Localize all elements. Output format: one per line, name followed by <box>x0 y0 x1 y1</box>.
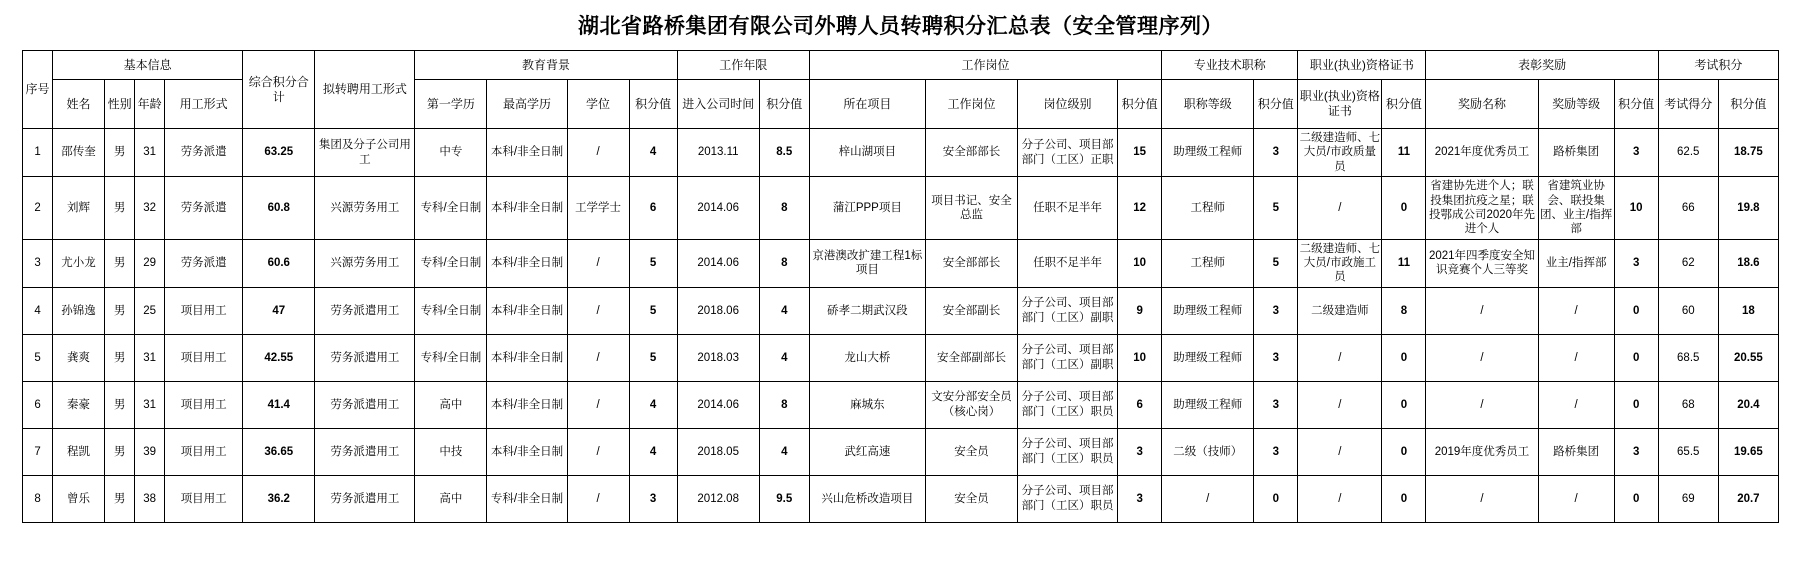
cell-join-date: 2012.08 <box>677 475 759 522</box>
cell-cert-points: 0 <box>1382 177 1426 240</box>
cell-award-points: 0 <box>1614 287 1658 334</box>
cell-award-points: 3 <box>1614 239 1658 287</box>
cell-post: 安全部部长 <box>925 129 1017 177</box>
cell-award-level: 业主/指挥部 <box>1538 239 1614 287</box>
cell-award-name: 省建协先进个人；联投集团抗疫之星；联投鄂成公司2020年先进个人 <box>1426 177 1538 240</box>
cell-post: 安全部副部长 <box>925 334 1017 381</box>
cell-title-level: 助理级工程师 <box>1162 381 1254 428</box>
cell-total-score: 36.65 <box>243 428 315 475</box>
header-group-education: 教育背景 <box>415 51 677 80</box>
header-group-work-post: 工作岗位 <box>809 51 1161 80</box>
cell-award-level: / <box>1538 287 1614 334</box>
cell-post: 安全员 <box>925 475 1017 522</box>
cell-seq: 2 <box>23 177 53 240</box>
cell-award-level: 路桥集团 <box>1538 129 1614 177</box>
header-total-score: 综合积分合计 <box>243 51 315 129</box>
cell-exam-points: 18 <box>1718 287 1778 334</box>
cell-cert-name: / <box>1298 475 1382 522</box>
table-container <box>0 50 1801 523</box>
cell-name: 邵传奎 <box>53 129 105 177</box>
cell-post-points: 9 <box>1118 287 1162 334</box>
header-post: 工作岗位 <box>925 80 1017 129</box>
cell-join-date: 2014.06 <box>677 239 759 287</box>
cell-degree: / <box>567 287 629 334</box>
cell-name: 秦豪 <box>53 381 105 428</box>
table-row <box>23 129 1779 177</box>
cell-exam-points: 19.65 <box>1718 428 1778 475</box>
cell-edu-first: 专科/全日制 <box>415 334 487 381</box>
cell-cert-name: 二级建造师、七大员/市政施工员 <box>1298 239 1382 287</box>
table-row <box>23 381 1779 428</box>
cell-award-level: / <box>1538 475 1614 522</box>
cell-emp-form: 项目用工 <box>165 334 243 381</box>
cell-cert-points: 0 <box>1382 334 1426 381</box>
cell-cert-name: / <box>1298 381 1382 428</box>
header-seq: 序号 <box>23 51 53 129</box>
cell-post: 安全员 <box>925 428 1017 475</box>
header-join-points: 积分值 <box>759 80 809 129</box>
header-edu-points: 积分值 <box>629 80 677 129</box>
cell-project: 武红高速 <box>809 428 925 475</box>
cell-title-points: 5 <box>1254 239 1298 287</box>
cell-award-level: / <box>1538 381 1614 428</box>
cell-post-points: 6 <box>1118 381 1162 428</box>
header-group-professional-title: 专业技术职称 <box>1162 51 1298 80</box>
cell-emp-form: 劳务派遣 <box>165 177 243 240</box>
cell-edu-points: 5 <box>629 287 677 334</box>
cell-name: 尤小龙 <box>53 239 105 287</box>
header-hire-form: 拟转聘用工形式 <box>315 51 415 129</box>
cell-cert-points: 11 <box>1382 129 1426 177</box>
header-exam-result: 考试得分 <box>1658 80 1718 129</box>
cell-join-points: 4 <box>759 334 809 381</box>
cell-award-name: / <box>1426 334 1538 381</box>
header-project: 所在项目 <box>809 80 925 129</box>
cell-sex: 男 <box>105 475 135 522</box>
cell-award-points: 3 <box>1614 428 1658 475</box>
cell-title-points: 0 <box>1254 475 1298 522</box>
header-name: 姓名 <box>53 80 105 129</box>
cell-sex: 男 <box>105 177 135 240</box>
cell-total-score: 63.25 <box>243 129 315 177</box>
cell-join-points: 8 <box>759 239 809 287</box>
header-award-points: 积分值 <box>1614 80 1658 129</box>
header-emp-form: 用工形式 <box>165 80 243 129</box>
cell-age: 32 <box>135 177 165 240</box>
cell-total-score: 60.8 <box>243 177 315 240</box>
cell-title-level: 工程师 <box>1162 177 1254 240</box>
cell-emp-form: 项目用工 <box>165 428 243 475</box>
cell-edu-first: 专科/全日制 <box>415 177 487 240</box>
cell-cert-name: 二级建造师、七大员/市政质量员 <box>1298 129 1382 177</box>
cell-cert-name: 二级建造师 <box>1298 287 1382 334</box>
cell-award-level: 路桥集团 <box>1538 428 1614 475</box>
cell-post-level: 分子公司、项目部部门（工区）正职 <box>1018 129 1118 177</box>
cell-exam-result: 62.5 <box>1658 129 1718 177</box>
cell-cert-name: / <box>1298 428 1382 475</box>
table-head <box>23 51 1779 129</box>
cell-title-points: 3 <box>1254 334 1298 381</box>
cell-sex: 男 <box>105 239 135 287</box>
cell-title-points: 3 <box>1254 381 1298 428</box>
cell-edu-highest: 本科/非全日制 <box>487 428 567 475</box>
cell-sex: 男 <box>105 334 135 381</box>
cell-join-points: 8 <box>759 381 809 428</box>
cell-degree: 工学学士 <box>567 177 629 240</box>
cell-emp-form: 劳务派遣 <box>165 239 243 287</box>
cell-edu-highest: 本科/非全日制 <box>487 381 567 428</box>
table-row <box>23 475 1779 522</box>
cell-age: 25 <box>135 287 165 334</box>
cell-post: 文安分部安全员（核心岗） <box>925 381 1017 428</box>
cell-seq: 7 <box>23 428 53 475</box>
cell-project: 麻城东 <box>809 381 925 428</box>
cell-edu-first: 中专 <box>415 129 487 177</box>
cell-exam-points: 20.7 <box>1718 475 1778 522</box>
cell-exam-points: 19.8 <box>1718 177 1778 240</box>
cell-join-points: 4 <box>759 287 809 334</box>
cell-degree: / <box>567 475 629 522</box>
header-cert-name: 职业(执业)资格证书 <box>1298 80 1382 129</box>
cell-cert-name: / <box>1298 177 1382 240</box>
header-award-name: 奖励名称 <box>1426 80 1538 129</box>
cell-edu-highest: 专科/非全日制 <box>487 475 567 522</box>
cell-edu-highest: 本科/非全日制 <box>487 129 567 177</box>
cell-edu-first: 高中 <box>415 475 487 522</box>
cell-join-points: 8.5 <box>759 129 809 177</box>
cell-post-points: 10 <box>1118 239 1162 287</box>
cell-edu-points: 5 <box>629 334 677 381</box>
cell-seq: 6 <box>23 381 53 428</box>
score-summary-table <box>22 50 1779 523</box>
cell-edu-points: 5 <box>629 239 677 287</box>
cell-name: 龚爽 <box>53 334 105 381</box>
cell-exam-result: 68 <box>1658 381 1718 428</box>
cell-edu-points: 4 <box>629 129 677 177</box>
cell-project: 京港澳改扩建工程1标项目 <box>809 239 925 287</box>
cell-post-level: 分子公司、项目部部门（工区）职员 <box>1018 381 1118 428</box>
cell-title-level: 助理级工程师 <box>1162 334 1254 381</box>
header-age: 年龄 <box>135 80 165 129</box>
header-join-date: 进入公司时间 <box>677 80 759 129</box>
cell-sex: 男 <box>105 129 135 177</box>
cell-total-score: 60.6 <box>243 239 315 287</box>
cell-post: 安全部副长 <box>925 287 1017 334</box>
cell-hire-form: 集团及分子公司用工 <box>315 129 415 177</box>
cell-post-points: 3 <box>1118 428 1162 475</box>
cell-join-date: 2018.03 <box>677 334 759 381</box>
cell-award-name: 2019年度优秀员工 <box>1426 428 1538 475</box>
cell-cert-points: 0 <box>1382 428 1426 475</box>
cell-join-date: 2018.06 <box>677 287 759 334</box>
cell-post-level: 分子公司、项目部部门（工区）副职 <box>1018 334 1118 381</box>
cell-degree: / <box>567 381 629 428</box>
cell-seq: 4 <box>23 287 53 334</box>
cell-award-points: 0 <box>1614 381 1658 428</box>
header-sex: 性别 <box>105 80 135 129</box>
cell-cert-points: 11 <box>1382 239 1426 287</box>
cell-edu-points: 3 <box>629 475 677 522</box>
header-title-level: 职称等级 <box>1162 80 1254 129</box>
cell-join-points: 9.5 <box>759 475 809 522</box>
cell-award-name: 2021年度优秀员工 <box>1426 129 1538 177</box>
header-group-basic-info: 基本信息 <box>53 51 243 80</box>
cell-project: 龙山大桥 <box>809 334 925 381</box>
cell-award-points: 3 <box>1614 129 1658 177</box>
cell-name: 程凯 <box>53 428 105 475</box>
cell-post-level: 任职不足半年 <box>1018 239 1118 287</box>
cell-edu-points: 6 <box>629 177 677 240</box>
cell-award-level: / <box>1538 334 1614 381</box>
cell-project: 硚孝二期武汉段 <box>809 287 925 334</box>
cell-project: 梓山湖项目 <box>809 129 925 177</box>
cell-hire-form: 劳务派遣用工 <box>315 381 415 428</box>
cell-join-points: 4 <box>759 428 809 475</box>
cell-degree: / <box>567 239 629 287</box>
cell-post-level: 分子公司、项目部部门（工区）职员 <box>1018 428 1118 475</box>
cell-exam-points: 18.75 <box>1718 129 1778 177</box>
cell-cert-points: 0 <box>1382 475 1426 522</box>
cell-project: 蒲江PPP项目 <box>809 177 925 240</box>
header-edu-highest: 最高学历 <box>487 80 567 129</box>
cell-sex: 男 <box>105 381 135 428</box>
cell-post-level: 任职不足半年 <box>1018 177 1118 240</box>
cell-age: 29 <box>135 239 165 287</box>
cell-total-score: 41.4 <box>243 381 315 428</box>
cell-total-score: 47 <box>243 287 315 334</box>
table-row <box>23 334 1779 381</box>
cell-exam-result: 69 <box>1658 475 1718 522</box>
cell-cert-name: / <box>1298 334 1382 381</box>
header-post-level: 岗位级别 <box>1018 80 1118 129</box>
cell-seq: 5 <box>23 334 53 381</box>
table-row <box>23 239 1779 287</box>
header-exam-points: 积分值 <box>1718 80 1778 129</box>
cell-age: 31 <box>135 129 165 177</box>
cell-exam-result: 65.5 <box>1658 428 1718 475</box>
cell-seq: 3 <box>23 239 53 287</box>
cell-award-points: 0 <box>1614 334 1658 381</box>
cell-seq: 1 <box>23 129 53 177</box>
table-row <box>23 177 1779 240</box>
cell-post: 项目书记、安全总监 <box>925 177 1017 240</box>
cell-post-points: 12 <box>1118 177 1162 240</box>
cell-post: 安全部部长 <box>925 239 1017 287</box>
header-group-awards: 表彰奖励 <box>1426 51 1658 80</box>
cell-age: 38 <box>135 475 165 522</box>
header-group-vocational-cert: 职业(执业)资格证书 <box>1298 51 1426 80</box>
cell-join-date: 2014.06 <box>677 381 759 428</box>
header-row-groups <box>23 51 1779 80</box>
header-degree: 学位 <box>567 80 629 129</box>
cell-exam-points: 20.4 <box>1718 381 1778 428</box>
cell-title-points: 3 <box>1254 287 1298 334</box>
header-group-exam-score: 考试积分 <box>1658 51 1778 80</box>
cell-post-points: 3 <box>1118 475 1162 522</box>
cell-exam-result: 68.5 <box>1658 334 1718 381</box>
cell-award-name: / <box>1426 381 1538 428</box>
cell-exam-result: 66 <box>1658 177 1718 240</box>
header-post-points: 积分值 <box>1118 80 1162 129</box>
header-edu-first: 第一学历 <box>415 80 487 129</box>
cell-exam-points: 20.55 <box>1718 334 1778 381</box>
cell-cert-points: 0 <box>1382 381 1426 428</box>
cell-name: 孙锦逸 <box>53 287 105 334</box>
cell-edu-first: 专科/全日制 <box>415 287 487 334</box>
cell-age: 31 <box>135 334 165 381</box>
cell-hire-form: 劳务派遣用工 <box>315 287 415 334</box>
cell-sex: 男 <box>105 287 135 334</box>
header-title-points: 积分值 <box>1254 80 1298 129</box>
table-body <box>23 129 1779 523</box>
cell-cert-points: 8 <box>1382 287 1426 334</box>
cell-award-points: 0 <box>1614 475 1658 522</box>
cell-exam-result: 62 <box>1658 239 1718 287</box>
cell-award-name: / <box>1426 287 1538 334</box>
cell-award-level: 省建筑业协会、联投集团、业主/指挥部 <box>1538 177 1614 240</box>
page-title: 湖北省路桥集团有限公司外聘人员转聘积分汇总表（安全管理序列） <box>578 15 1223 38</box>
cell-edu-points: 4 <box>629 381 677 428</box>
table-row <box>23 428 1779 475</box>
cell-edu-highest: 本科/非全日制 <box>487 334 567 381</box>
cell-join-points: 8 <box>759 177 809 240</box>
cell-post-level: 分子公司、项目部部门（工区）副职 <box>1018 287 1118 334</box>
cell-join-date: 2018.05 <box>677 428 759 475</box>
cell-post-points: 15 <box>1118 129 1162 177</box>
table-row <box>23 287 1779 334</box>
cell-emp-form: 项目用工 <box>165 287 243 334</box>
cell-name: 曾乐 <box>53 475 105 522</box>
cell-exam-result: 60 <box>1658 287 1718 334</box>
cell-total-score: 42.55 <box>243 334 315 381</box>
cell-title-points: 3 <box>1254 129 1298 177</box>
cell-title-level: / <box>1162 475 1254 522</box>
cell-emp-form: 劳务派遣 <box>165 129 243 177</box>
cell-edu-first: 专科/全日制 <box>415 239 487 287</box>
cell-join-date: 2013.11 <box>677 129 759 177</box>
cell-title-level: 助理级工程师 <box>1162 129 1254 177</box>
cell-degree: / <box>567 129 629 177</box>
cell-name: 刘辉 <box>53 177 105 240</box>
cell-exam-points: 18.6 <box>1718 239 1778 287</box>
cell-degree: / <box>567 428 629 475</box>
cell-edu-highest: 本科/非全日制 <box>487 239 567 287</box>
cell-award-points: 10 <box>1614 177 1658 240</box>
cell-emp-form: 项目用工 <box>165 381 243 428</box>
header-award-level: 奖励等级 <box>1538 80 1614 129</box>
cell-award-name: 2021年四季度安全知识竞赛个人三等奖 <box>1426 239 1538 287</box>
cell-title-level: 助理级工程师 <box>1162 287 1254 334</box>
cell-seq: 8 <box>23 475 53 522</box>
cell-hire-form: 劳务派遣用工 <box>315 428 415 475</box>
cell-degree: / <box>567 334 629 381</box>
cell-emp-form: 项目用工 <box>165 475 243 522</box>
cell-edu-highest: 本科/非全日制 <box>487 177 567 240</box>
cell-title-level: 二级（技师） <box>1162 428 1254 475</box>
cell-award-name: / <box>1426 475 1538 522</box>
cell-age: 31 <box>135 381 165 428</box>
cell-project: 兴山危桥改造项目 <box>809 475 925 522</box>
cell-total-score: 36.2 <box>243 475 315 522</box>
cell-post-level: 分子公司、项目部部门（工区）职员 <box>1018 475 1118 522</box>
cell-title-level: 工程师 <box>1162 239 1254 287</box>
cell-hire-form: 兴源劳务用工 <box>315 239 415 287</box>
cell-join-date: 2014.06 <box>677 177 759 240</box>
cell-post-points: 10 <box>1118 334 1162 381</box>
cell-sex: 男 <box>105 428 135 475</box>
cell-title-points: 3 <box>1254 428 1298 475</box>
cell-edu-highest: 本科/非全日制 <box>487 287 567 334</box>
header-group-work-years: 工作年限 <box>677 51 809 80</box>
cell-edu-points: 4 <box>629 428 677 475</box>
cell-hire-form: 劳务派遣用工 <box>315 475 415 522</box>
cell-age: 39 <box>135 428 165 475</box>
cell-edu-first: 高中 <box>415 381 487 428</box>
cell-hire-form: 劳务派遣用工 <box>315 334 415 381</box>
cell-edu-first: 中技 <box>415 428 487 475</box>
cell-hire-form: 兴源劳务用工 <box>315 177 415 240</box>
header-cert-points: 积分值 <box>1382 80 1426 129</box>
cell-title-points: 5 <box>1254 177 1298 240</box>
